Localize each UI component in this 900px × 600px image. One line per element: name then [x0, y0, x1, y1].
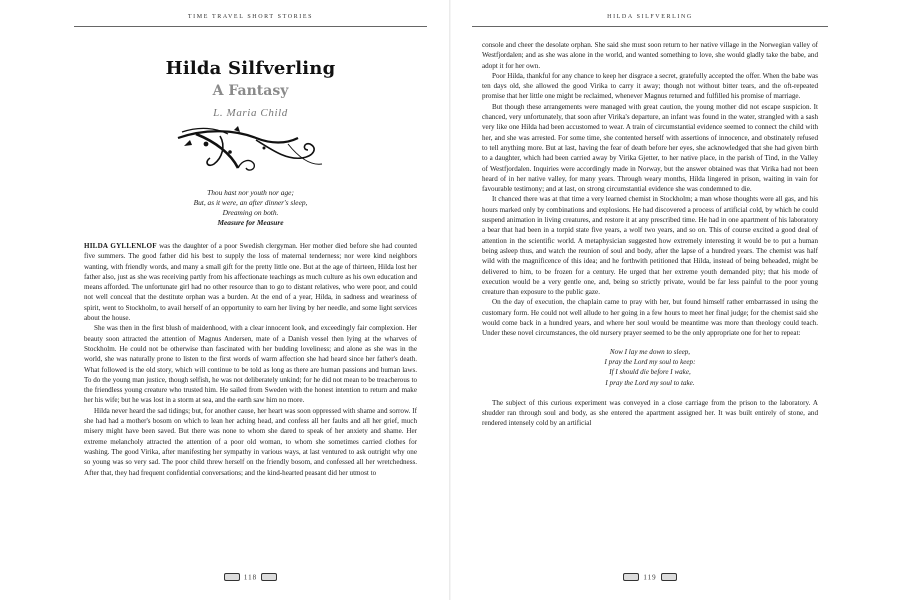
paragraph: She was then in the first blush of maidenhood, with a clear innocent look, and exceedingly fair complexion. Her beauty soon attracted the attention of Magnus Andersen, mate of a Danish vessel then lying at the wharves of Stockholm. He could not be otherwise than fascinated with her budding loveliness; and alone as she was in the world, she was naturally prone to listen to the first words of warm affection she had heard since her father's death. What followed is the old story, which will continue to be told as long as there are human passions and human laws. To do the young man justice, though selfish, he was not deliberately unkind; for he did not mean to be treacherous to the friendless young creature who trusted him. He sailed from Sweden with the honest intention to return and make her his wife; but he was lost in a storm at sea, and the earth saw him no more.: [84, 324, 417, 405]
paragraph: The subject of this curious experiment was conveyed in a close carriage from the prison to the laboratory. A shudder ran through soul and body, as she entered the apartment assigned her. It was built entirely of stone, and rendered intensely cold by an artificial: [482, 398, 818, 428]
verse-line: I pray the Lord my soul to take.: [605, 378, 695, 387]
story-author: L. Maria Child: [213, 107, 288, 119]
left-head-rule: [74, 26, 427, 27]
left-running-head: TIME TRAVEL SHORT STORIES: [187, 14, 314, 20]
opening-name: HILDA GYLLENLOF: [84, 242, 157, 250]
folio-ornament-icon: [661, 573, 677, 581]
epigraph-attribution: Measure for Measure: [217, 218, 284, 227]
left-folio: [84, 573, 417, 581]
right-running-head: HILDA SILFVERLING: [607, 14, 693, 20]
paragraph: But though these arrangements were managed with great caution, the young mother did not escape suspicion. It chanced, very unfortunately, that soon after Virika's departure, an infant was found in the water, strangled with a sash very like one Hilda had been accustomed to wear. A train of circumstantial evidence seemed to connect the child with her, and she was arrested. For some time, she contented herself with assertions of innocence, and obstinately refused to tell anything more. But at last, having the fear of death before her eyes, she acknowledged that she had given birth to a daughter, which had been carried away by Virika Gjetter, to her native place, in the parish of Tind, in the Valley of Westfjordalen. Inquiries were accordingly made in Norway, but the answer obtained was that Virika had not been heard of in her native valley, for many years. Through weary months, Hilda lingered in prison, waiting in vain for favourable testimony; and at last, on strong circumstantial evidence she was condemned to die.: [482, 102, 818, 194]
gutter-divider: [449, 0, 451, 600]
paragraph: Hilda never heard the sad tidings; but, for another cause, her heart was soon oppressed with shame and sorrow. If she had had a mother's bosom on which to lean her aching head, and confess all her faults and all her grief, much misery might have been saved. But there was none to whom she dared to speak of her anxiety and shame. Her extreme melancholy attracted the attention of a poor old woman, to whom she sometimes carried clothes for washing. The good Virika, after manifesting her sympathy in various ways, at last ventured to ask outright why one so young was so very sad. The poor child threw herself on the friendly bosom, and confessed all her wretchedness. After that, they had frequent confidential conversations; and the kind-hearted peasant did her utmost to: [84, 406, 417, 477]
flourish-ornament-icon: [176, 124, 326, 176]
verse-line: If I should die before I wake,: [609, 368, 691, 377]
right-folio: [482, 573, 818, 581]
right-head-rule: [472, 26, 828, 27]
folio-ornament-icon: [224, 573, 240, 581]
epigraph-line: Dreaming on both.: [222, 208, 279, 217]
paragraph: console and cheer the desolate orphan. She said she must soon return to her native village in the Norwegian valley of Westfjordalen; and as she was alone in the world, and wanted something to love, she would gladly take the babe, and adopt it for her own.: [482, 41, 818, 70]
epigraph-line: But, as it were, an after dinner's sleep,: [193, 198, 308, 207]
verse-line: Now I lay me down to sleep,: [609, 347, 691, 356]
verse-line: I pray the Lord my soul to keep:: [604, 357, 696, 366]
paragraph: [84, 241, 417, 323]
paragraph: It chanced there was at that time a very learned chemist in Stockholm; a man whose thoughts were all gas, and his hours marked only by combinations and explosions. He had discovered a process of artificial cold, by which he could suspend animation in living creatures, and restore it at any prescribed time. He had in one apartment of his laboratory a bear that had been in a torpid state five years, a wolf two years, and so on. This of course excited a good deal of attention in the scientific world. A metaphysician suggested how extremely interesting it would be to put a human being asleep thus, and watch the reunion of soul and body, after the lapse of a hundred years. The chemist was half wild with the magnificence of this idea; and he forthwith petitioned that Hilda, instead of being beheaded, might be delivered to him, to be frozen for a century. He urged that her extreme youth demanded pity; that his mode of execution would be a very gentle one, and, being so strictly private, would be far less painful to the poor young creature than exposure to the public gaze.: [482, 195, 818, 297]
folio-ornament-icon: [623, 573, 639, 581]
epigraph-line: Thou hast nor youth nor age;: [207, 188, 294, 197]
paragraph: Poor Hilda, thankful for any chance to keep her disgrace a secret, gratefully accepted the offer. When the babe was ten days old, she allowed the good Virika to carry it away; though not without bitter tears, and the oft-repeated promise that her little one might be reclaimed, whenever Magnus returned and fulfilled his promise of marriage.: [482, 71, 818, 101]
page-number: 119: [643, 573, 657, 582]
story-title: Hilda Silfverling: [165, 58, 336, 79]
prayer-verse: [482, 347, 818, 388]
paragraph: On the day of execution, the chaplain came to pray with her, but found himself rather embarrassed in using the customary form. He could not well allude to her going in a few hours to meet her final judge; for the chemist said she would come back in a hundred years, and where her soul would be meantime was more than theology could teach. Under these novel circumstances, the old nursery prayer seemed to be the only appropriate one for her to repeat:: [482, 298, 818, 338]
paragraph-text: was the daughter of a poor Swedish clergyman. Her mother died before she had counted five summers. The good father did his best to supply the loss of maternal tenderness; nor were kind neighbors wanting, with friendly words, and many a small gift for the pretty little one. But at the age of thirteen, Hilda lost her father also, just as she was receiving partly from his affectionate teachings as much culture as his own education and means afforded. The unfortunate girl had no other resource than to go to distant relatives, who were poor, and could not well conceal that the destitute orphan was a burden. At the end of a year, Hilda, in sadness and weariness of spirit, went to Stockholm, to avail herself of an opportunity to earn her living by her needle, and some light services about the house.: [84, 242, 417, 323]
right-body-text: [482, 40, 818, 581]
folio-ornament-icon: [261, 573, 277, 581]
epigraph: [84, 188, 417, 228]
story-title-block: [84, 58, 417, 119]
page-number: 118: [243, 573, 258, 582]
left-body-text: [84, 241, 417, 581]
right-page: [482, 0, 818, 600]
left-page: [84, 0, 417, 600]
story-subtitle: A Fantasy: [212, 83, 289, 99]
